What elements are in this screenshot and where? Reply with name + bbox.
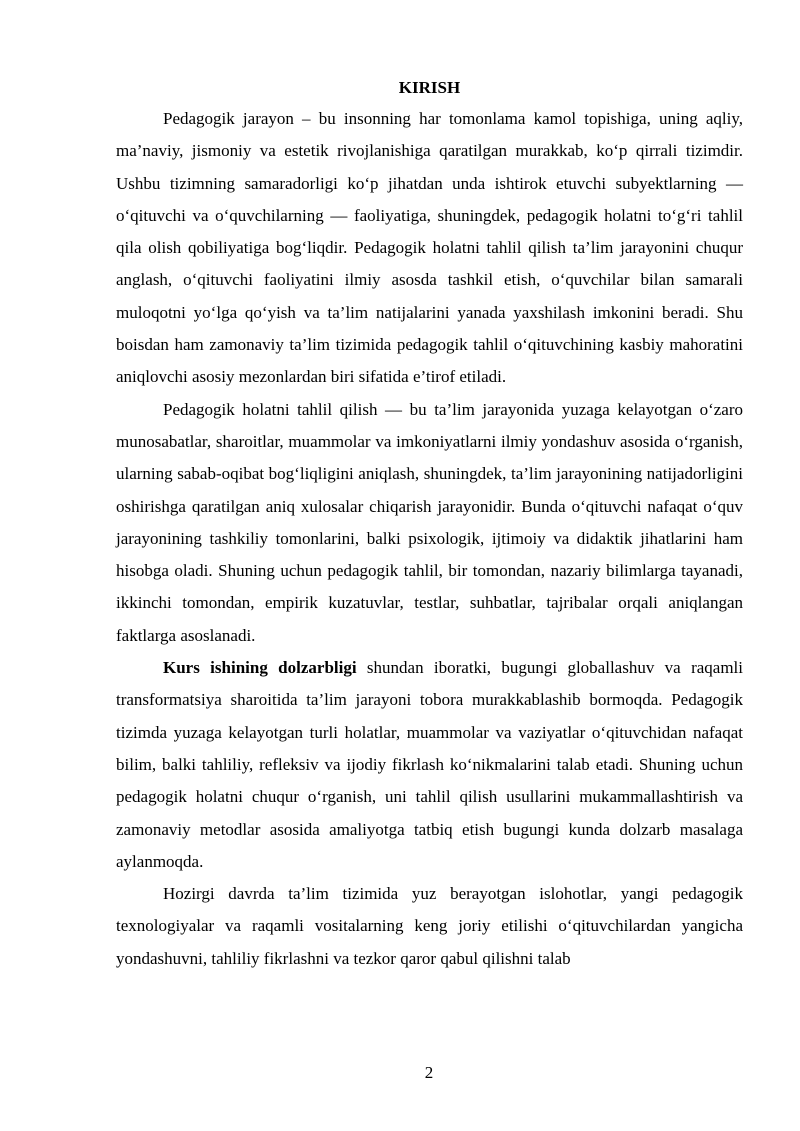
paragraph-text: Pedagogik holatni tahlil qilish — bu ta’lim jarayonida yuzaga kelayotgan o‘zaro munosabatlar, sharoitlar, muammolar va imkoniyatlarni ilmiy yondashuv asosida o‘rganish, ularning sabab-oqibat bog‘liqligini aniqlash, shuningdek, ta’lim jarayonining natijadorligini oshirishga qaratilgan aniq xulosalar chiqarish jarayonidir. Bunda o‘qituvchi nafaqat o‘quv jarayonining tashkiliy tomonlarini, balki psixologik, ijtimoiy va didaktik jihatlarini ham hisobga oladi. Shuning uchun pedagogik tahlil, bir tomondan, nazariy bilimlarga tayanadi, ikkinchi tomondan, empirik kuzatuvlar, testlar, suhbatlar, tajribalar orqali aniqlangan faktlarga asoslanadi. [116, 399, 743, 645]
paragraph-1 [116, 103, 743, 394]
section-heading: KIRISH [398, 78, 461, 97]
paragraph-2 [116, 394, 743, 652]
paragraph-text: Hozirgi davrda ta’lim tizimida yuz berayotgan islohotlar, yangi pedagogik texnologiyalar va raqamli vositalarning keng joriy etilishi o‘qituvchilardan yangicha yondashuvni, tahliliy fikrlashni va tezkor qaror qabul qilishni talab [116, 884, 743, 968]
paragraph-3 [116, 652, 743, 878]
page-number: 2 [424, 1063, 434, 1082]
paragraph-lead-bold: Kurs ishining dolzarbligi [163, 658, 357, 678]
paragraph-text: shundan iboratki, bugungi globallashuv va raqamli transformatsiya sharoitida ta’lim jarayoni tobora murakkablashib bormoqda. Pedagogik tizimda yuzaga kelayotgan turli holatlar, muammolar va vaziyatlar o‘qituvchidan nafaqat bilim, balki tahliliy, refleksiv va ijodiy fikrlash ko‘nikmalarini talab etadi. Shuning uchun pedagogik holatni chuqur o‘rganish, uni tahlil qilish usullarini mukammallashtirish va zamonaviy metodlar asosida amaliyotga tatbiq etish bugungi kunda dolzarb masalaga aylanmoqda. [116, 658, 743, 871]
paragraph-text: Pedagogik jarayon – bu insonning har tomonlama kamol topishiga, uning aqliy, ma’naviy, jismoniy va estetik rivojlanishiga qaratilgan murakkab, ko‘p qirrali tizimdir. Ushbu tizimning samaradorligi ko‘p jihatdan unda ishtirok etuvchi subyektlarning — o‘qituvchi va o‘quvchilarning — faoliyatiga, shuningdek, pedagogik holatni to‘g‘ri tahlil qila olish qobiliyatiga bog‘liqdir. Pedagogik holatni tahlil qilish ta’lim jarayonini chuqur anglash, o‘qituvchi faoliyatini ilmiy asosda tashkil etish, o‘quvchilar bilan samarali muloqotni yo‘lga qo‘yish va ta’lim natijalarini yanada yaxshilash imkonini beradi. Shu boisdan ham zamonaviy ta’lim tizimida pedagogik tahlil o‘qituvchining kasbiy mahoratini aniqlovchi asosiy mezonlardan biri sifatida e’tirof etiladi. [116, 109, 743, 387]
page-content [116, 72, 743, 975]
paragraph-4 [116, 878, 743, 975]
